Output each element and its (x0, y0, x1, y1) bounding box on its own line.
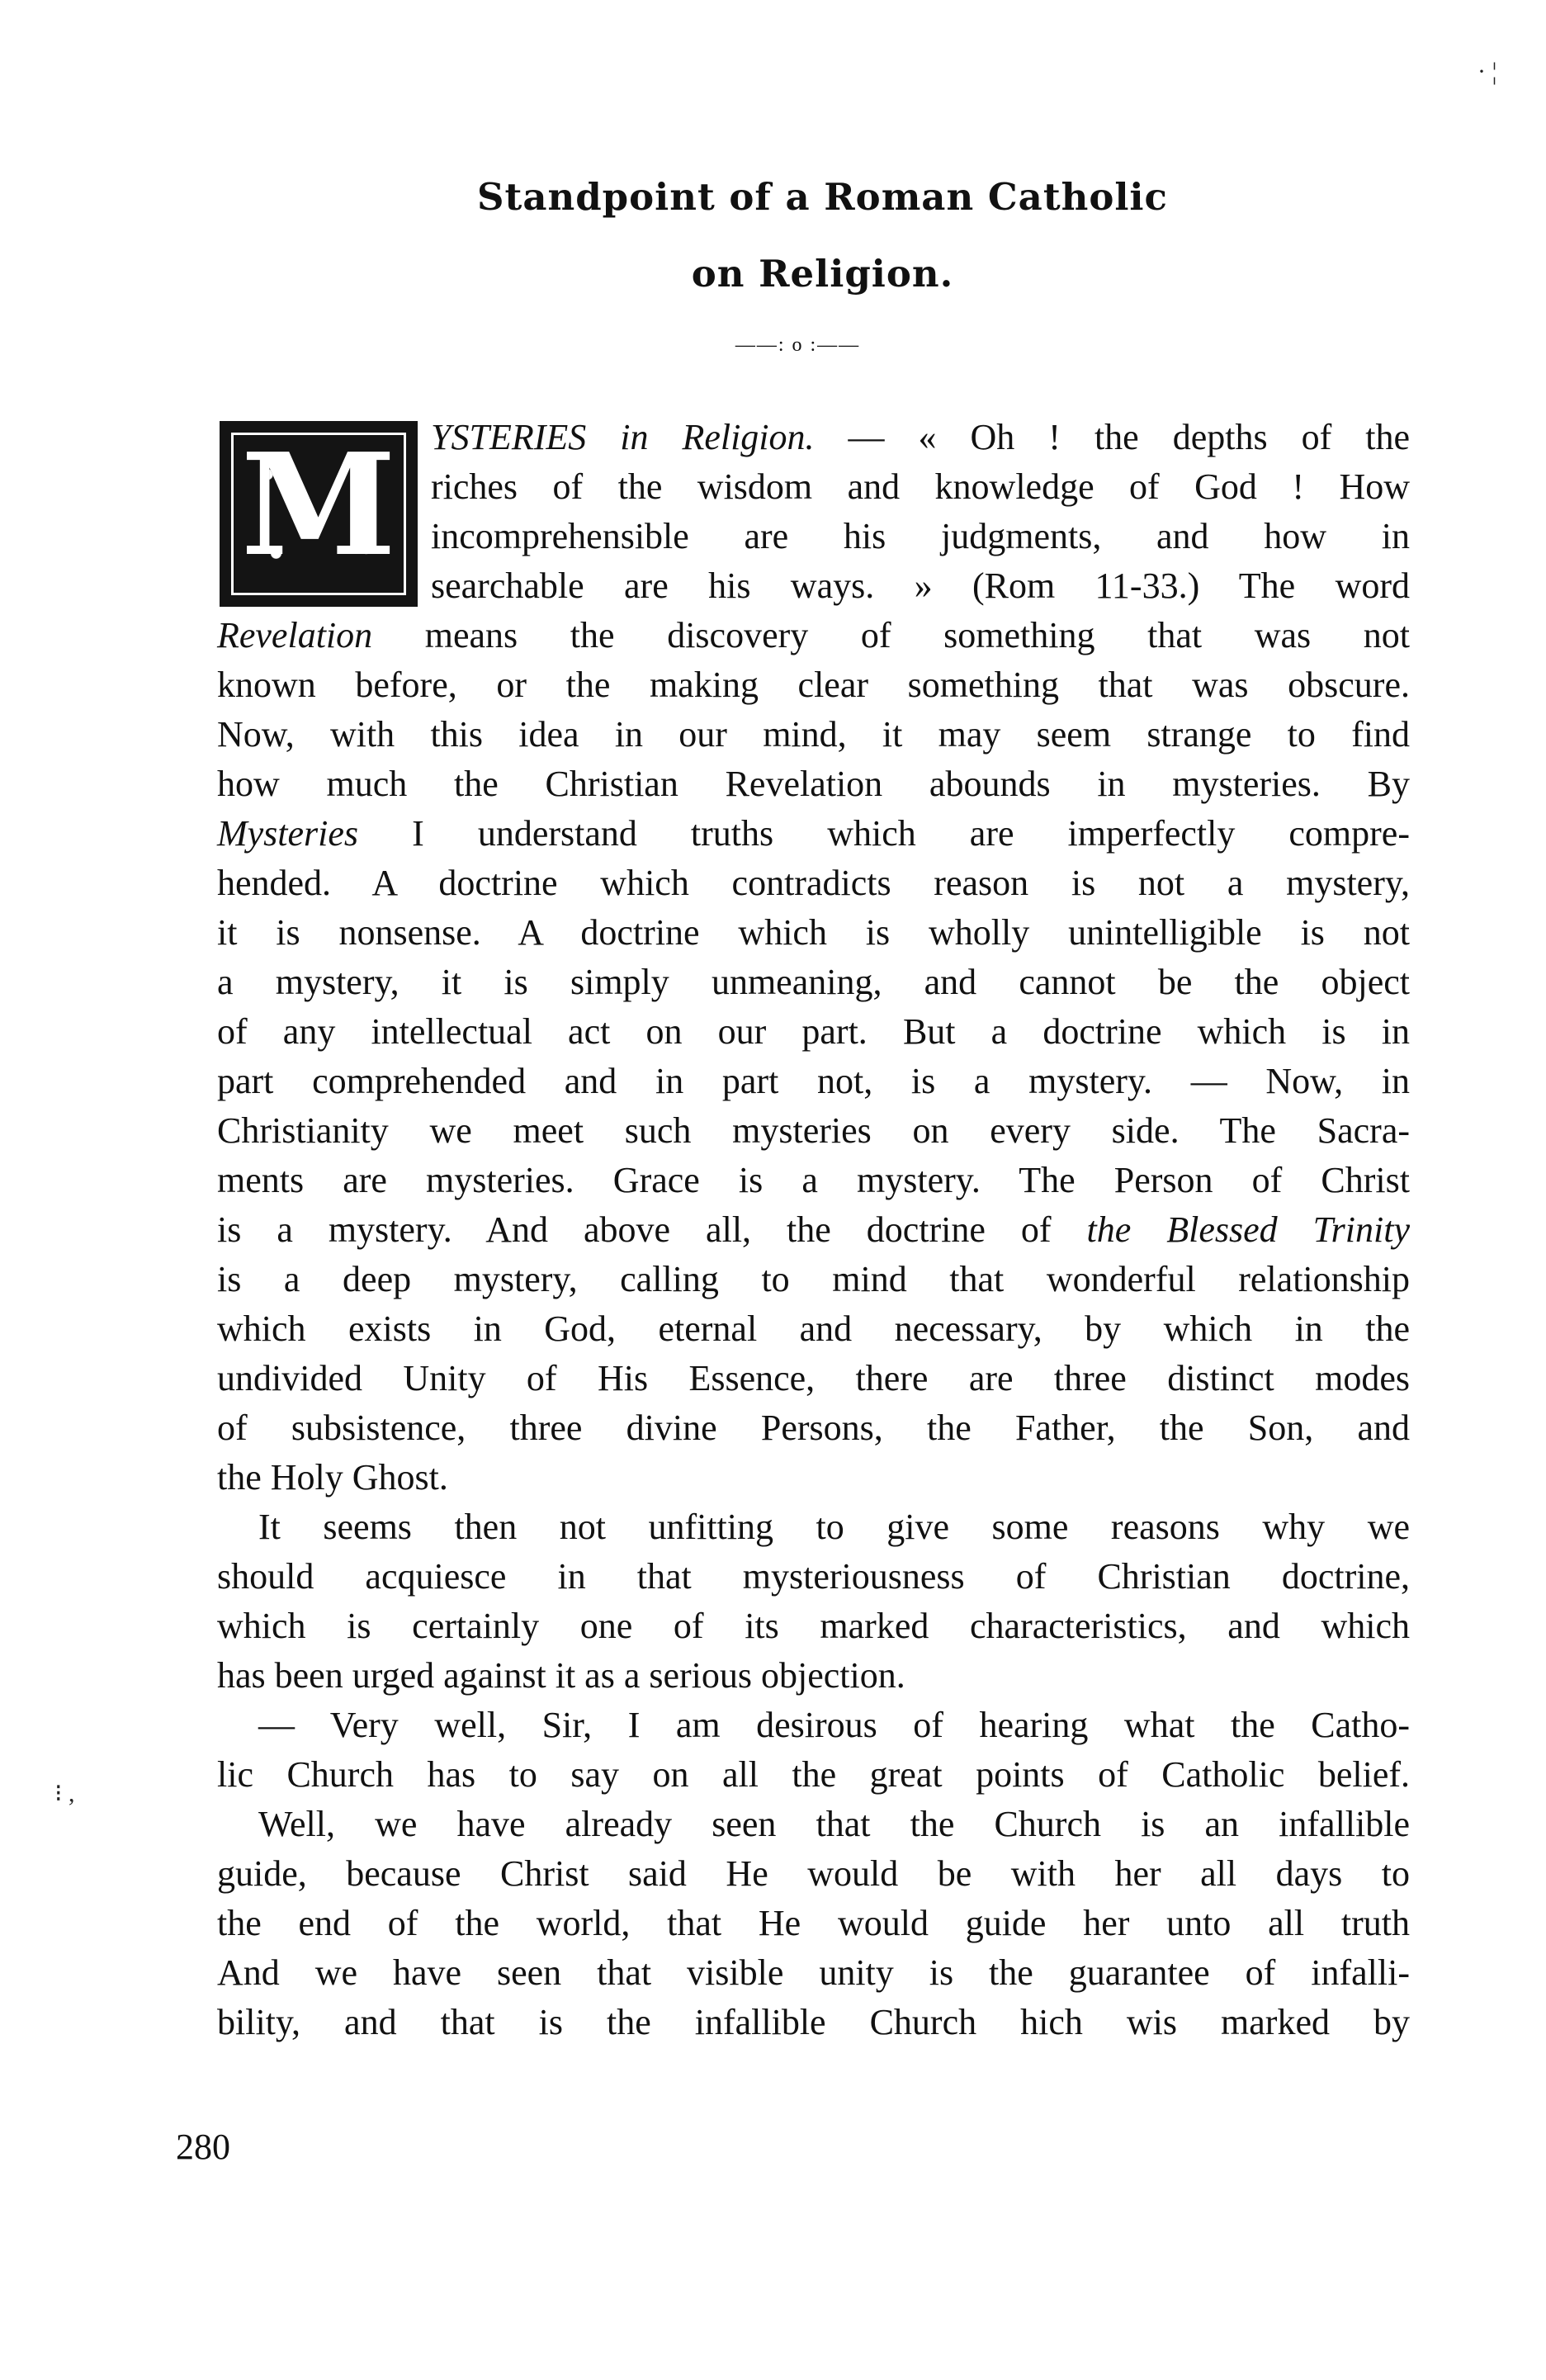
text-line: hended. A doctrine which contradicts reason is not a mystery, (217, 863, 1410, 903)
text-line: which exists in God, eternal and necessary, by which in the (217, 1308, 1410, 1349)
page-number: 280 (176, 2127, 230, 2167)
text-line: is a deep mystery, calling to mind that wonderful relationship (217, 1259, 1410, 1299)
text-line: riches of the wisdom and knowledge of God ! How (431, 466, 1410, 507)
text-line: has been urged against it as a serious objection. (217, 1655, 905, 1696)
text-line: ments are mysteries. Grace is a mystery. The Person of Christ (217, 1160, 1410, 1200)
text-line: incomprehensible are his judgments, and how in (431, 516, 1410, 556)
text-line: it is nonsense. A doctrine which is wholly unintelligible is not (217, 912, 1410, 953)
page-title-line-2: on Religion. (691, 252, 954, 296)
text-line: which is certainly one of its marked characteristics, and which (217, 1606, 1410, 1646)
text-line: guide, because Christ said He would be with her all days to (217, 1853, 1410, 1894)
page-title-line-1: Standpoint of a Roman Catholic (477, 175, 1168, 219)
text-line: And we have seen that visible unity is the guarantee of infalli- (217, 1952, 1410, 1993)
text-line: the end of the world, that He would guide her unto all truth (217, 1903, 1410, 1943)
text-line: It seems then not unfitting to give some reasons why we (258, 1507, 1410, 1547)
text-line: YSTERIES in Religion. — « Oh ! the depths of the (431, 417, 1410, 457)
text-line: Mysteries I understand truths which are imperfectly compre- (217, 813, 1410, 854)
text-line: Christianity we meet such mysteries on every side. The Sacra- (217, 1110, 1410, 1151)
text-line: part comprehended and in part not, is a mystery. — Now, in (217, 1061, 1410, 1101)
text-line: — Very well, Sir, I am desirous of hearing what the Catho- (258, 1705, 1410, 1745)
text-line: searchable are his ways. » (Rom 11-33.) The word (431, 565, 1410, 606)
text-line: the Holy Ghost. (217, 1457, 448, 1498)
text-line: should acquiesce in that mysteriousness of Christian doctrine, (217, 1556, 1410, 1597)
text-line: how much the Christian Revelation abounds in mysteries. By (217, 764, 1410, 804)
text-line: known before, or the making clear something that was obscure. (217, 665, 1410, 705)
text-line: lic Church has to say on all the great points of Catholic belief. (217, 1754, 1410, 1795)
text-line: Well, we have already seen that the Church is an infallible (258, 1804, 1410, 1844)
text-line: a mystery, it is simply unmeaning, and cannot be the object (217, 962, 1410, 1002)
text-line: Now, with this idea in our mind, it may seem strange to find (217, 714, 1410, 755)
text-line: undivided Unity of His Essence, there are three distinct modes (217, 1358, 1410, 1398)
margin-mark-left: ⁝ , (54, 1780, 75, 1807)
title-separator: ——: o :—— (735, 334, 861, 356)
margin-mark-top-right: · ¦ (1477, 58, 1497, 85)
text-line: bility, and that is the infallible Church hich wis marked by (217, 2002, 1410, 2042)
text-line: Revelation means the discovery of something that was not (217, 615, 1410, 655)
text-line: of any intellectual act on our part. But a doctrine which is in (217, 1011, 1410, 1052)
text-line: of subsistence, three divine Persons, the Father, the Son, and (217, 1408, 1410, 1448)
drop-cap-ornament (220, 421, 418, 607)
drop-cap-letter: M (240, 423, 397, 588)
text-line: is a mystery. And above all, the doctrine of the Blessed Trinity (217, 1209, 1410, 1250)
